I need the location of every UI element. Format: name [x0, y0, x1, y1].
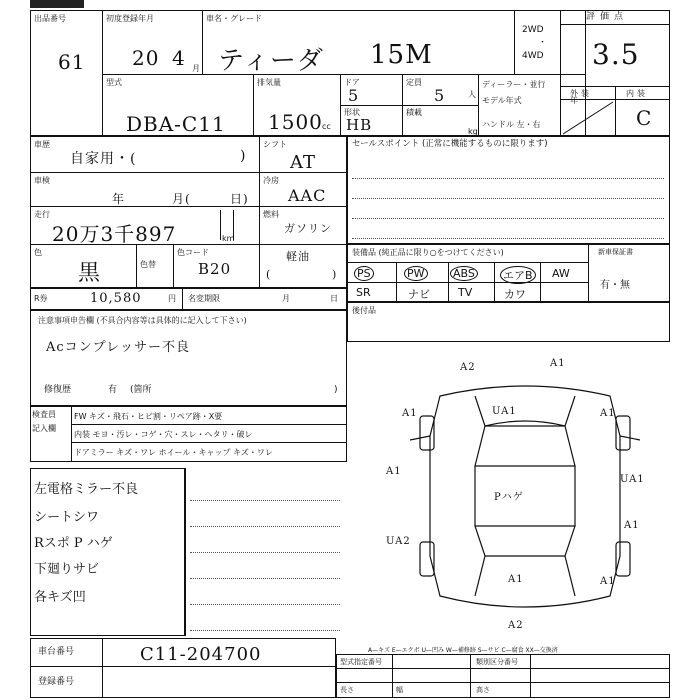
capacity-unit: 人 — [468, 90, 476, 99]
load-unit: kg — [468, 127, 478, 136]
body-shape-label: 形状 — [344, 108, 360, 117]
mileage-value: 20万3千897 — [52, 222, 177, 246]
first-registration-label: 初度登録年月 — [106, 14, 154, 23]
load-capacity-label: 積載 — [406, 108, 422, 117]
color-value: 黒 — [78, 261, 102, 286]
chassis-value: C11-204700 — [140, 644, 262, 665]
color-label: 色 — [34, 248, 42, 257]
displacement-label: 排気量 — [257, 78, 281, 87]
grade-value: 15M — [370, 40, 433, 70]
diagram-mark-right-door: UA1 — [620, 474, 645, 485]
exterior-label: 外装 — [570, 89, 592, 98]
diagram-mark-front-right: A1 — [550, 358, 566, 369]
diagram-mark-right-rear-door: A1 — [624, 520, 640, 531]
interior-label: 内装 — [626, 89, 648, 98]
equip-abs: ABS — [450, 266, 478, 281]
repair-history-label: 修復歴 — [44, 385, 72, 395]
diagram-mark-left-sill: UA2 — [386, 536, 411, 547]
equipment-label: 装備品 (純正品に限り○をつけてください) — [352, 248, 504, 257]
auction-sheet: 出品番号 61 初度登録年月 20 4 月 車名・グレード ティーダ 15M 2WD ・ 4WD 型式 DBA-C11 排気量 1500 cc ドア 5 定員 5 人 形状 HB 積載 kg ディーラー・並行 モデル年式 年 ハンドル 左・右 評価点 3.5 外装 内装 C 車歴 自家用・( ) 車検 年 月( 日) 走行 20万3千897 km 色 黒 色替 色コード B20 シフト AT 冷房 AAC 燃料 ガソリン 軽油 ( ) セールスポイント (正常に機能するものに限ります) 装備品 (純正品に限り○をつけてください) 新車保証書 PS PW ABS エアB AW SR ナビ TV カワ 有・無 後付品 R券 10,580 円 名変期限 月 日 注意事項申告欄 (不具合内容等は具体的に記入して下さい) Acコンプレッサー不良 修復歴 有 (箇所 ) 検査員 記入欄 FW キズ・飛石・ヒビ割・リペア跡・X要 内装 モヨ・汚レ・コゲ・穴・スレ・ヘタリ・破レ ドアミラー キズ・ワレ ホイール・キャップ キズ・ワレ 左電格ミラー不良 シートシワ Rスポ P ハゲ 下廻りサビ 各キズ凹 UA1 A2 A1 A1 A1 A1 UA1 Pハゲ A1 UA2 A1 A1 A2 A—キズ E—エクボ U—凹み W—補修跡 S—サビ C—腐食 XX—交換済 型式指定番号 類別区分番号 長さ 幅 高さ 車台番号 C11-204700 登録番号 — [30, 6, 670, 698]
fuel-light-oil: 軽油 — [286, 250, 310, 263]
remark-2: シートシワ — [34, 510, 100, 525]
entry-column-label: 記入欄 — [32, 424, 56, 433]
equip-ps: PS — [354, 266, 374, 281]
inspector-label: 検査員 — [32, 410, 56, 419]
recycle-label: R券 — [34, 294, 48, 303]
aftermarket-label: 後付品 — [352, 306, 376, 315]
inspection-label: 車検 — [34, 176, 50, 185]
drive-4wd: 4WD — [522, 51, 544, 61]
registration-year: 20 — [132, 46, 160, 70]
inspection-month-unit: 月( — [172, 192, 191, 206]
diagram-mark-right-fender: A1 — [600, 408, 616, 419]
diagram-mark-front-left: A2 — [460, 362, 476, 373]
corner-tab-mark — [30, 0, 84, 8]
capacity-label: 定員 — [406, 78, 422, 87]
doors-label: ドア — [344, 78, 360, 87]
interior-value: C — [636, 106, 653, 130]
month-unit: 月 — [192, 64, 200, 73]
inspection-year-unit: 年 — [112, 192, 126, 206]
model-name: ティーダ — [218, 46, 324, 76]
shift-label: シフト — [263, 140, 287, 149]
handle-label: ハンドル 左・右 — [482, 120, 541, 129]
equip-sr: SR — [356, 286, 371, 299]
equip-navi: ナビ — [408, 288, 430, 301]
model-code-value: DBA-C11 — [126, 112, 226, 136]
condition-row-interior: 内装 モヨ・汚レ・コゲ・穴・スレ・ヘタリ・破レ — [74, 430, 253, 439]
body-shape-value: HB — [346, 116, 373, 134]
displacement-value: 1500 — [268, 110, 323, 134]
model-grade-label: 車名・グレード — [206, 14, 262, 23]
mileage-unit: km — [222, 234, 235, 243]
diagram-mark-trunk: A1 — [508, 574, 524, 585]
condition-row-mirror: ドアミラー キズ・ワレ ホイール・キャップ キズ・ワレ — [74, 448, 273, 457]
doors-value: 5 — [348, 86, 360, 105]
exterior-slash — [561, 100, 615, 136]
diagram-mark-left-fender: A1 — [402, 408, 418, 419]
color-code-value: B20 — [198, 260, 232, 278]
model-code-label: 型式 — [106, 78, 122, 87]
equip-aw: AW — [552, 267, 570, 280]
chassis-label: 車台番号 — [38, 647, 75, 657]
remark-4: 下廻りサビ — [34, 562, 100, 577]
repair-history-yes: 有 — [108, 385, 118, 395]
score-label: 評価点 — [586, 12, 629, 22]
car-diagram — [380, 356, 670, 636]
registration-month: 4 — [172, 46, 186, 70]
category-number-label: 類別区分番号 — [476, 658, 518, 666]
history-label: 車歴 — [34, 140, 50, 149]
capacity-value: 5 — [434, 86, 446, 105]
width-label: 幅 — [396, 686, 403, 694]
diagram-mark-rear-bumper: A2 — [508, 620, 524, 631]
equip-leather: カワ — [504, 288, 526, 301]
notes-value: Acコンプレッサー不良 — [46, 340, 191, 355]
name-change-month: 月 — [282, 294, 290, 303]
registration-number-label: 登録番号 — [38, 677, 75, 687]
shift-value: AT — [290, 152, 317, 173]
equip-tv: TV — [458, 286, 473, 299]
diagram-mark-left-door: A1 — [386, 466, 402, 477]
history-value: 自家用・( — [70, 151, 137, 167]
height-label: 高さ — [476, 686, 490, 694]
aftermarket-box — [347, 302, 670, 342]
damage-legend: A—キズ E—エクボ U—凹み W—補修跡 S—サビ C—腐食 XX—交換済 — [368, 647, 558, 654]
displacement-unit: cc — [322, 122, 331, 131]
fuel-gasoline: ガソリン — [284, 222, 332, 235]
length-label: 長さ — [340, 686, 354, 694]
remark-1: 左電格ミラー不良 — [34, 482, 139, 497]
ac-value: AAC — [288, 186, 327, 205]
warranty-value: 有・無 — [600, 280, 630, 291]
inspection-day-unit: 日) — [230, 192, 249, 206]
score-value: 3.5 — [592, 38, 640, 71]
remark-3: Rスポ P ハゲ — [34, 536, 113, 551]
remark-5: 各キズ凹 — [34, 590, 86, 605]
name-change-label: 名変期限 — [188, 294, 220, 303]
ac-label: 冷房 — [263, 176, 279, 185]
repair-history-place: (箇所 — [130, 385, 152, 395]
specified-number-label: 型式指定番号 — [340, 658, 382, 666]
drive-2wd: 2WD — [522, 25, 544, 35]
notes-label: 注意事項申告欄 (不具合内容等は具体的に記入して下さい) — [38, 316, 247, 325]
recycle-value: 10,580 — [90, 291, 142, 306]
warranty-label: 新車保証書 — [598, 248, 633, 256]
diagram-mark-roof: Pハゲ — [494, 492, 524, 503]
dealer-label: ディーラー・並行 — [482, 80, 546, 89]
lot-number-value: 61 — [58, 50, 86, 74]
sales-point-label: セールスポイント (正常に機能するものに限ります) — [352, 139, 548, 149]
equip-airbag: エアB — [500, 266, 536, 284]
diagram-mark-rear-right: A1 — [600, 576, 616, 587]
diagram-mark-roof-front: UA1 — [492, 406, 517, 417]
lot-number-label: 出品番号 — [34, 14, 66, 23]
model-year-label: モデル年式 — [482, 96, 522, 105]
condition-row-fw: FW キズ・飛石・ヒビ割・リペア跡・X要 — [74, 412, 223, 421]
recycle-unit: 円 — [168, 294, 176, 303]
year-unit: 年 — [570, 96, 578, 105]
sales-point-box — [347, 136, 670, 244]
name-change-day: 日 — [330, 294, 338, 303]
mileage-label: 走行 — [34, 210, 50, 219]
color-code-label: 色コード — [177, 248, 209, 257]
color-change-label: 色替 — [140, 260, 156, 269]
equip-pw: PW — [404, 266, 428, 281]
fuel-label: 燃料 — [263, 210, 279, 219]
